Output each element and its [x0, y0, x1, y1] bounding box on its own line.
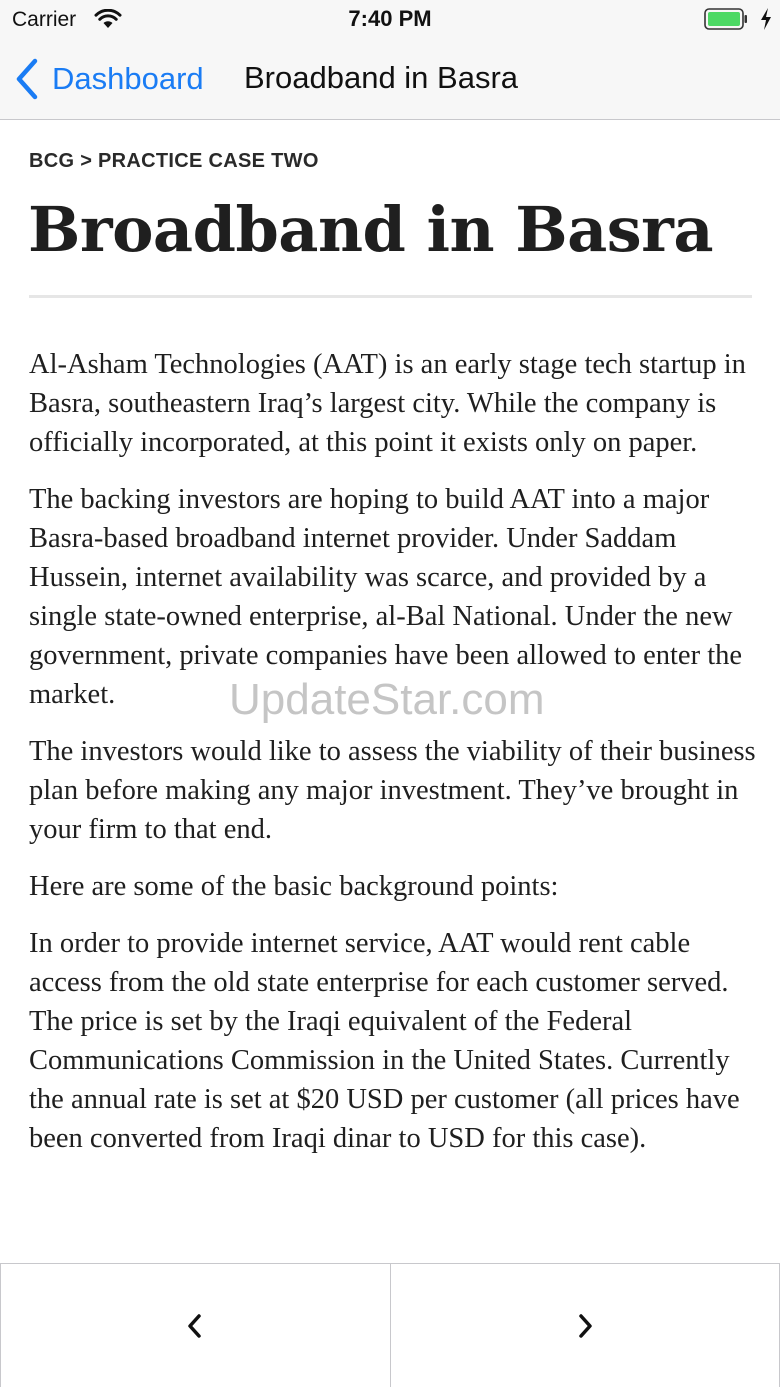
charging-bolt-icon	[759, 7, 773, 31]
breadcrumb: BCG > PRACTICE CASE TWO	[29, 150, 319, 172]
chevron-left-icon	[187, 1313, 203, 1339]
status-time: 7:40 PM	[348, 6, 432, 31]
article-body	[29, 345, 757, 1176]
pager	[0, 1263, 780, 1387]
page-title: Broadband in Basra	[28, 193, 714, 266]
previous-page-button[interactable]	[0, 1264, 391, 1387]
watermark: UpdateStar.com	[229, 675, 545, 724]
paragraph: In order to provide internet service, AAT would rent cable access from the old state enterprise for each customer served. The price is set by the Iraqi equivalent of the Federal Communications Commission in the United States. Currently the annual rate is set at $20 USD per customer (all prices have been converted from Iraqi dinar to USD for this case).	[29, 928, 740, 1154]
back-button-label: Dashboard	[52, 61, 204, 96]
next-page-button[interactable]	[391, 1264, 780, 1387]
status-bar	[0, 0, 780, 40]
navigation-bar	[0, 40, 780, 120]
carrier-label: Carrier	[12, 8, 77, 31]
back-button[interactable]	[14, 56, 204, 102]
title-divider	[29, 295, 752, 298]
battery-icon	[704, 8, 748, 30]
paragraph: The investors would like to assess the viability of their business plan before making any major investment. They’ve brought in your firm to that end.	[29, 736, 756, 845]
paragraph: Al-Asham Technologies (AAT) is an early stage tech startup in Basra, southeastern Iraq’s largest city. While the company is officially incorporated, at this point it exists only on paper.	[29, 349, 746, 458]
paragraph: Here are some of the basic background points:	[29, 871, 559, 902]
chevron-right-icon	[577, 1313, 593, 1339]
chevron-left-icon	[14, 58, 40, 100]
nav-title: Broadband in Basra	[244, 60, 519, 95]
paragraph: The backing investors are hoping to build AAT into a major Basra-based broadband internet provider. Under Saddam Hussein, internet availability was scarce, and provided by a single state-owned enterprise, al-Bal National. Under the new government, private companies have been allowed to enter the market.	[29, 484, 743, 710]
